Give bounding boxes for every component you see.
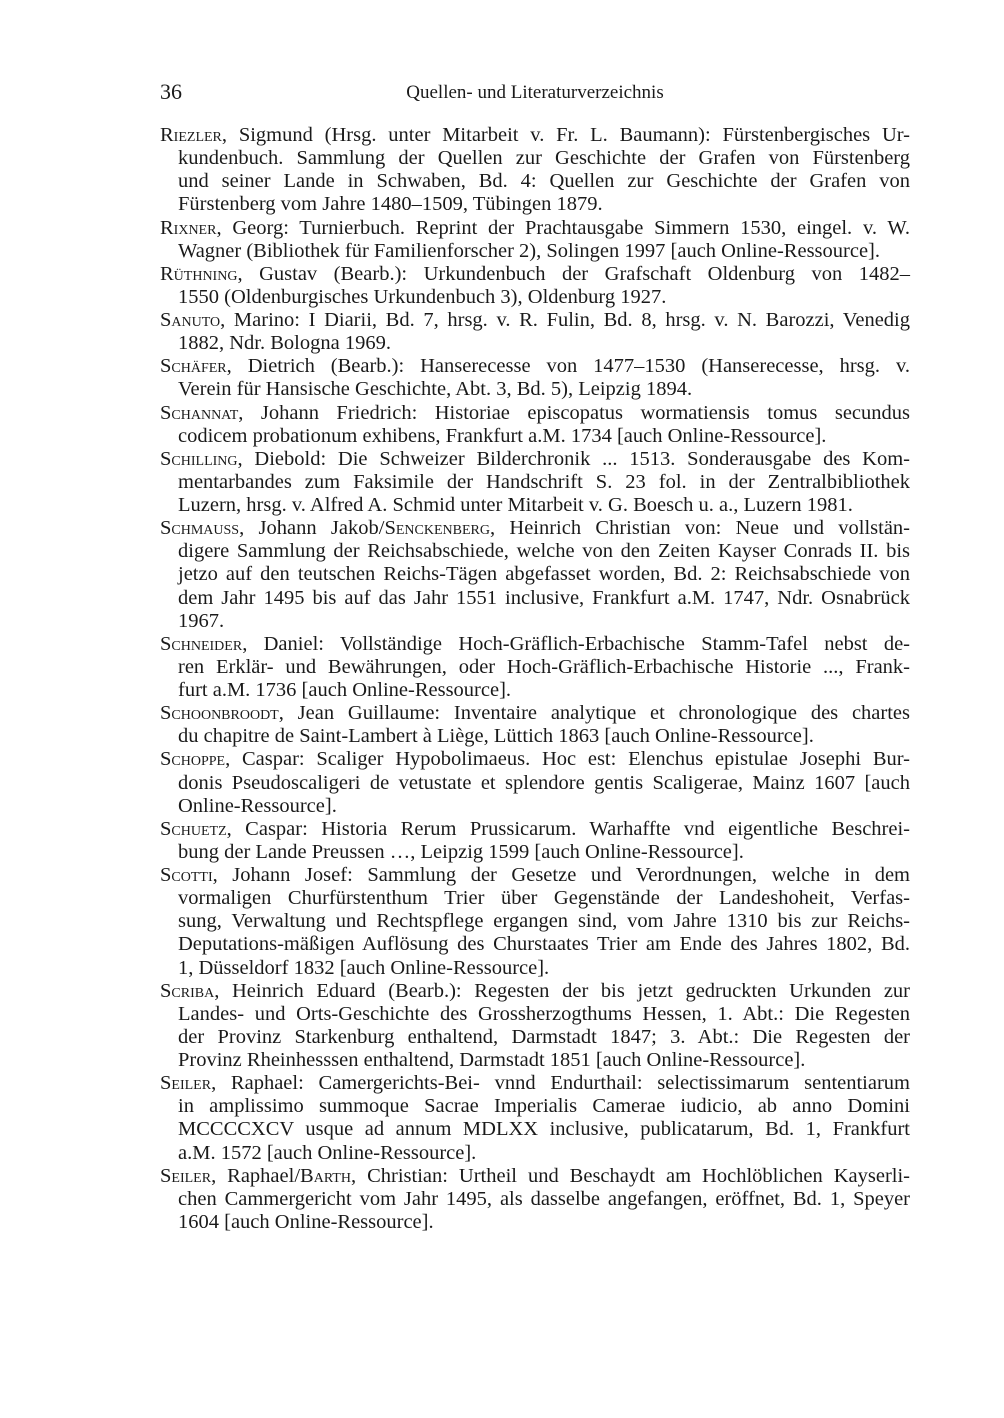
entry-line: 1550 (Oldenburgisches Urkundenbuch 3), Oldenburg 1927. <box>178 285 667 308</box>
bibliography-entry <box>160 517 910 633</box>
bibliography-entry <box>160 864 910 980</box>
entry-line: furt a.M. 1736 [auch Online-Ressource]. <box>178 679 512 701</box>
entry-line <box>160 818 910 841</box>
author-name: Rixner <box>160 216 217 239</box>
entry-text: , Jean Guillaume: Inventaire analytique et chronologique des chartes <box>278 702 910 725</box>
entry-text: , Heinrich Eduard (Bearb.): Regesten der bis jetzt gedruckten Urkunden zur <box>214 979 910 1002</box>
entry-line <box>160 402 910 425</box>
entry-text: , Johann Josef: Sammlung der Gesetze und Verordnungen, welche in dem <box>212 864 910 886</box>
running-title: Quellen- und Literaturverzeichnis <box>406 82 664 103</box>
bibliography-entry <box>160 309 910 355</box>
bibliography-entry <box>160 355 910 401</box>
entry-line: sung, Verwaltung und Rechtspflege ergangen sind, vom Jahre 1310 bis zur Reichs- <box>178 910 910 933</box>
author-name: Schuetz <box>160 817 227 840</box>
bibliography-entry <box>160 1165 910 1234</box>
author-name: Scriba <box>160 979 215 1002</box>
entry-text: , Raphael: Camergerichts-Bei- vnnd Endurthail: selectissimarum sententiarum <box>211 1072 910 1095</box>
entry-line: 1882, Ndr. Bologna 1969. <box>178 332 391 355</box>
entry-line <box>160 263 910 286</box>
author-name: Scotti <box>160 864 213 886</box>
author-name: Schneider <box>160 632 243 655</box>
entry-line <box>160 702 910 725</box>
entry-line: du chapitre de Saint-Lambert à Liège, Lüttich 1863 [auch Online-Ressource]. <box>178 725 814 748</box>
author-name: Schäfer <box>160 355 227 378</box>
bibliography-entry <box>160 402 910 448</box>
page-number: 36 <box>160 79 182 104</box>
entry-line <box>160 448 910 471</box>
entry-line: Landes- und Orts-Geschichte des Grossherzogthums Hessen, 1. Abt.: Die Regesten <box>178 1002 910 1025</box>
entry-text: , Raphael/ <box>211 1164 301 1187</box>
bibliography-entry <box>160 263 910 309</box>
bibliography-entry <box>160 980 910 1073</box>
bibliography-entry <box>160 1072 910 1165</box>
entry-line: Verein für Hansische Geschichte, Abt. 3, Bd. 5), Leipzig 1894. <box>178 378 693 401</box>
entry-line: Wagner (Bibliothek für Familienforscher 2), Solingen 1997 [auch Online-Ressource]. <box>178 239 880 262</box>
entry-line: der Provinz Starkenburg enthaltend, Darmstadt 1847; 3. Abt.: Die Regesten der <box>178 1025 910 1048</box>
entry-text: , Johann Friedrich: Historiae episcopatus wormatiensis tomus secundus <box>238 401 910 424</box>
entry-text: , Caspar: Historia Rerum Prussicarum. Warhaffte vnd eigentliche Beschrei- <box>226 817 910 840</box>
entry-line: Provinz Rheinhesssen enthaltend, Darmstadt 1851 [auch Online-Ressource]. <box>178 1049 806 1071</box>
entry-line: mentarbandes zum Faksimile der Handschrift S. 23 fol. in der Zentralbibliothek <box>178 470 910 493</box>
entry-line: chen Cammergericht vom Jahr 1495, als dasselbe angefangen, eröffnet, Bd. 1, Speyer <box>178 1187 910 1210</box>
author-name: Schannat <box>160 401 239 424</box>
author-name: Riezler <box>160 124 222 146</box>
entry-line <box>160 980 910 1003</box>
entry-line: 1604 [auch Online-Ressource]. <box>178 1210 434 1233</box>
entry-line <box>160 748 910 771</box>
entry-text: , Daniel: Vollständige Hoch-Gräflich-Erbachische Stamm-Tafel nebst de- <box>242 632 910 655</box>
author-name: Schilling <box>160 447 238 470</box>
author-name: Sanuto <box>160 309 221 331</box>
entry-line: Deputations-mäßigen Auflösung des Churstaates Trier am Ende des Jahres 1802, Bd. <box>178 933 910 956</box>
entry-line: 1, Düsseldorf 1832 [auch Online-Ressource]. <box>178 956 550 979</box>
entry-line: vormaligen Churfürstenthum Trier über Gegenstände der Landeshoheit, Verfas- <box>178 887 910 910</box>
entry-text: , Christian: Urtheil und Beschaydt am Hochlöblichen Kayserli- <box>350 1164 910 1187</box>
bibliography-entry <box>160 633 910 702</box>
entry-line <box>160 124 910 147</box>
entry-line <box>160 633 910 656</box>
author-name: Seiler <box>160 1164 212 1187</box>
entry-line: in amplissimo summoque Sacrae Imperialis Camerae iudicio, ab anno Domini <box>178 1095 910 1118</box>
entry-line <box>160 217 910 240</box>
entry-line: digere Sammlung der Reichsabschiede, welche von den Zeiten Kayser Conrads II. bis <box>178 540 910 563</box>
entry-line: und seiner Lande in Schwaben, Bd. 4: Quellen zur Geschichte der Grafen von <box>178 170 910 193</box>
author-name: Schmauss <box>160 517 240 540</box>
entry-text: , Heinrich Christian von: Neue und vollstän- <box>489 517 910 540</box>
entry-text: , Georg: Turnierbuch. Reprint der Prachtausgabe Simmern 1530, eingel. v. W. <box>216 216 910 239</box>
entry-text: , Diebold: Die Schweizer Bilderchronik ... 1513. Sonderausgabe des Kom- <box>237 447 910 470</box>
author-name: Rüthning <box>160 262 238 285</box>
author-name: Schoonbroodt <box>160 702 279 725</box>
bibliography-entry <box>160 124 910 217</box>
entry-line: ren Erklär- und Bewährungen, oder Hoch-Gräflich-Erbachische Historie ..., Frank- <box>178 655 910 678</box>
entry-line <box>160 864 910 887</box>
bibliography-list <box>160 124 910 1234</box>
entry-line: codicem probationum exhibens, Frankfurt a.M. 1734 [auch Online-Ressource]. <box>178 424 827 447</box>
entry-line: a.M. 1572 [auch Online-Ressource]. <box>178 1141 477 1164</box>
bibliography-entry <box>160 702 910 748</box>
entry-text: , Caspar: Scaliger Hypobolimaeus. Hoc est: Elenchus epistulae Josephi Bur- <box>225 748 910 771</box>
entry-line <box>160 355 910 378</box>
entry-line <box>160 1165 910 1188</box>
entry-text: , Dietrich (Bearb.): Hanserecesse von 1477–1530 (Hanserecesse, hrsg. v. <box>226 355 910 378</box>
bibliography-entry <box>160 448 910 517</box>
author-name: Seiler <box>160 1072 212 1095</box>
entry-line: Online-Ressource]. <box>178 794 337 817</box>
entry-line: Fürstenberg vom Jahre 1480–1509, Tübingen 1879. <box>178 193 603 216</box>
entry-line: 1967. <box>178 609 225 632</box>
entry-line <box>160 309 910 332</box>
entry-text: , Johann Jakob/ <box>239 517 385 540</box>
entry-line: bung der Lande Preussen …, Leipzig 1599 [auch Online-Ressource]. <box>178 840 744 863</box>
entry-line <box>160 1072 910 1095</box>
entry-line <box>160 517 910 540</box>
bibliography-entry <box>160 818 910 864</box>
entry-text: , Gustav (Bearb.): Urkundenbuch der Grafschaft Oldenburg von 1482– <box>237 262 910 285</box>
author-name: Barth <box>300 1164 351 1187</box>
entry-line: kundenbuch. Sammlung der Quellen zur Geschichte der Grafen von Fürstenberg <box>178 147 910 170</box>
author-name: Senckenberg <box>384 517 490 540</box>
entry-line: donis Pseudoscaligeri de vetustate et splendore gentis Scaligerae, Mainz 1607 [auch <box>178 771 910 794</box>
entry-text: , Sigmund (Hrsg. unter Mitarbeit v. Fr. L. Baumann): Fürstenbergisches Ur- <box>221 124 910 146</box>
entry-line: Luzern, hrsg. v. Alfred A. Schmid unter Mitarbeit v. G. Boesch u. a., Luzern 1981. <box>178 494 853 516</box>
entry-line: MCCCCXCV usque ad annum MDLXX inclusive, publicatarum, Bd. 1, Frankfurt <box>178 1118 910 1141</box>
bibliography-entry <box>160 217 910 263</box>
bibliography-entry <box>160 748 910 817</box>
entry-line: jetzo auf den teutschen Reichs-Tägen abgefasset worden, Bd. 2: Reichsabschiede von <box>178 563 910 586</box>
author-name: Schoppe <box>160 748 226 771</box>
entry-line: dem Jahr 1495 bis auf das Jahr 1551 inclusive, Frankfurt a.M. 1747, Ndr. Osnabrück <box>178 586 910 609</box>
entry-text: , Marino: I Diarii, Bd. 7, hrsg. v. R. Fulin, Bd. 8, hrsg. v. N. Barozzi, Venedig <box>220 309 910 331</box>
